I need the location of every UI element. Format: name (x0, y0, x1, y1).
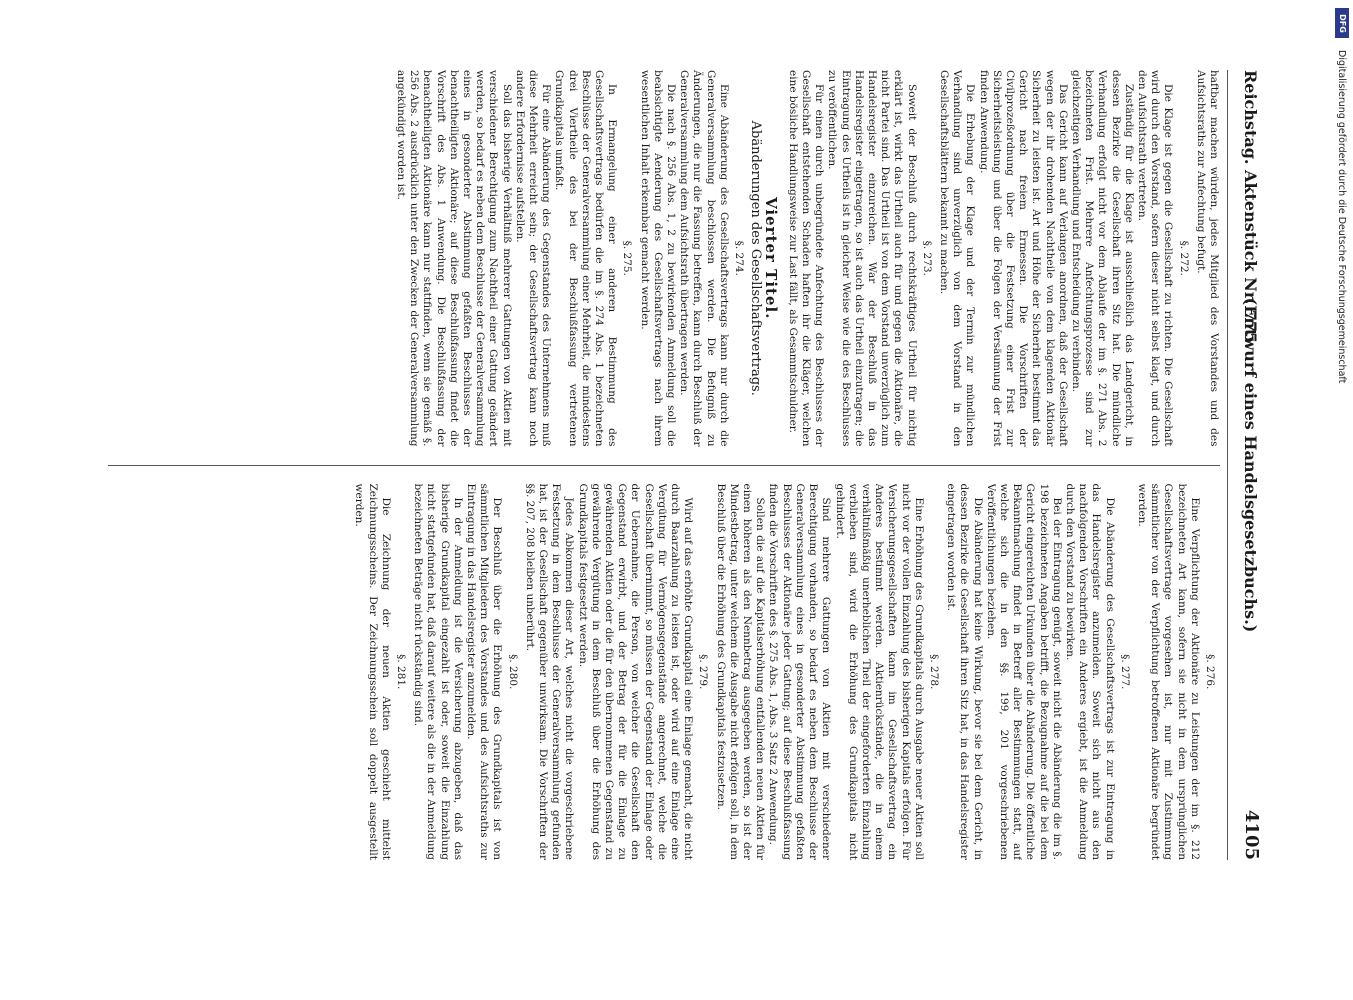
section-heading: §. 273. (920, 240, 933, 276)
section-heading: §. 278. (927, 654, 940, 690)
header-left: Reichstag. Aktenstück Nr. 775. (1241, 70, 1260, 349)
paragraph: Das Gericht kann auf Verlangen anordnen, daß der Gesellschaft wegen der ihr drohenden Nachtheile von dem klagenden Aktionär Sicherheit zu leisten ist. Art und Höhe der Sicherheit bestimmt das Gericht nach freiem Ermessen. Die Vorschriften der Civilprozeßordnung über die Festsetzung einer Frist zur Sicherheitsleistung und über die Folgen der Versäumung der Frist finden Anwendung. (977, 70, 1069, 447)
page-header (1227, 70, 1268, 860)
paragraph: haftbar machen würden, jedes Mitglied des Vorstandes und des Aufsichtsraths zur Anfechtung befugt. (1194, 70, 1220, 447)
section-heading: §. 274. (733, 240, 746, 276)
section-heading: §. 279. (697, 654, 710, 690)
paragraph: Eine Erhöhung des Grundkapitals durch Ausgabe neuer Aktien soll nicht vor der vollen Einzahlung des bisherigen Kapitals erfolgen. Für Versicherungsgesellschaften kann im Gesellschaftsvertrag ein Anderes bestimmt werden. Aktienrückstände, die in einem verhältnißmäßig unerheblichen Theil der eingeforderten Einzahlung verblieben sind, wird die Erhöhung des Grundkapitals nicht gehindert. (833, 483, 925, 860)
paragraph: Die Zeichnung der neuen Aktien geschieht mittelst Zeichnungsscheins. Der Zeichnungsschein soll doppelt ausgestellt werden. (353, 483, 392, 860)
paragraph: Soll das bisherige Verhältniß mehrerer Gattungen von Aktien mit verschiedener Berechtigung zum Nachtheil einer Gattung geändert werden, so bedarf es neben dem Beschlusse der Generalversammlung eines in gesonderter Abstimmung gefaßten Beschlusses der benachtheiligten Aktionäre; auf diese Beschlußfassung findet die Vorschrift des Abs. 1 Anwendung. Die Beschlußfassung der benachtheiligten Aktionäre kann nur stattfinden, wenn sie gemäß §. 256 Abs. 2 ausdrücklich unter den Zwecken der Generalversammlung angekündigt worden ist. (395, 70, 513, 447)
paragraph: Sollen die auf die Kapitalserhöhung entfallenden neuen Aktien für einen höheren als den Nennbetrag ausgegeben werden, so ist der Mindestbetrag, unter welchem die Ausgabe nicht erfolgen soll, in dem Beschluß über die Erhöhung des Grundkapitals festzusetzen. (714, 483, 767, 860)
credit-text: Digitalisierung gefördert durch die Deutsche Forschungsgemeinschaft (1336, 50, 1347, 384)
left-column (108, 70, 1220, 447)
dfg-logo: DFG (1335, 8, 1349, 38)
paragraph: In der Anmeldung ist die Versicherung abzugeben, daß das bisherige Grundkapital eingezahlt ist oder, soweit die Einzahlung nicht stattgefunden hat, daß darauf weitere als die in der Anmeldung bezeichneten Beträge nicht rückständig sind. (412, 483, 464, 860)
page-content (108, 70, 1268, 860)
right-column (108, 484, 1220, 861)
paragraph: Die Abänderung des Gesellschaftsvertrags ist zur Eintragung in das Handelsregister anzumelden. Soweit sich nicht aus den nachfolgenden Vorschriften ein Anderes ergiebt, ist die Anmeldung durch den Vorstand zu bewirken. (1063, 483, 1116, 860)
paragraph: Wird auf das erhöhte Grundkapital eine Einlage gemacht, die nicht durch Baarzahlung zu leisten ist, oder wird auf eine Einlage eine Vergütung für Vermögensgegenstände angerechnet, welche die Gesellschaft übernimmt, so müssen der Gegenstand der Einlage oder der Uebernahme, die Person, von welcher die Gesellschaft den Gegenstand erwirbt, und der Betrag der für die Einlage zu gewährenden Aktien oder die für den übernommenen Gegenstand zu gewährende Vergütung in dem Beschluß über die Erhöhung des Grundkapitals festgesetzt werden. (576, 483, 695, 860)
section-heading: §. 275. (621, 240, 634, 276)
section-heading: §. 281. (395, 654, 408, 690)
header-center: (Entwurf eines Handelsgesetzbuchs.) (1241, 297, 1260, 633)
paragraph: Die Abänderung hat keine Wirkung, bevor sie bei dem Gericht, in dessen Bezirke die Gesellschaft ihren Sitz hat, in das Handelsregister eingetragen worden ist. (945, 483, 984, 860)
paragraph: In Ermangelung einer anderen Bestimmung des Gesellschaftsvertrags bedürfen die im §. 274 Abs. 1 bezeichneten Beschlüsse der Generalversammlung einer Mehrheit, die mindestens drei Viertheile des bei der Beschlußfassung vertretenen Grundkapitals umfaßt. (553, 70, 619, 447)
paragraph: Die Erhebung der Klage und der Termin zur mündlichen Verhandlung sind unverzüglich von dem Vorstand in den Gesellschaftsblättern bekannt zu machen. (937, 70, 977, 447)
digitization-credit (1335, 10, 1347, 990)
chapter-subtitle: Abänderungen des Gesellschaftsvertrags. (748, 120, 764, 396)
column-divider (108, 465, 1220, 466)
section-heading: §. 280. (506, 654, 519, 690)
paragraph: Die Klage ist gegen die Gesellschaft zu richten. Die Gesellschaft wird durch den Vorstand, sofern dieser nicht selbst klagt, und durch den Aufsichtsrath vertreten. (1135, 70, 1175, 447)
paragraph: Bei der Eintragung genügt, soweit nicht die Abänderung die im §. 198 bezeichneten Angaben betrifft, die Bezugnahme auf die bei dem Gericht eingereichten Urkunden über die Abänderung. Die öffentliche Bekanntmachung findet in Betreff aller Bestimmungen statt, auf welche sich die in den §§. 199, 201 vorgeschriebenen Veröffentlichungen beziehen. (984, 483, 1063, 860)
paragraph: Eine Verpflichtung der Aktionäre zu Leistungen der im §. 212 bezeichneten Art kann, sofern sie nicht in dem ursprünglichen Gesellschaftsvertrage vorgesehen ist, nur mit Zustimmung sämmtlicher von der Verpflichtung betroffenen Aktionäre begründet werden. (1135, 483, 1201, 860)
section-heading: §. 277. (1118, 654, 1131, 690)
paragraph: Für einen durch unbegründete Anfechtung des Beschlusses der Gesellschaft entstehenden Schaden haften ihr die Kläger, welchen eine bösliche Handlungsweise zur Last fällt, als Gesammtschuldner. (786, 70, 826, 447)
section-heading: §. 272. (1177, 240, 1190, 276)
section-heading: §. 276. (1204, 654, 1216, 690)
paragraph: Eine Abänderung des Gesellschaftsvertrags kann nur durch die Generalversammlung beschlossen werden. Die Befugniß zu Änderungen, die nur die Fassung betreffen, kann durch Beschluß der Generalversammlung dem Aufsichtsrath übertragen werden. (678, 70, 730, 447)
paragraph: Der Beschluß über die Erhöhung des Grundkapitals ist von sämmtlichen Mitgliedern des Vorstandes und des Aufsichtsraths zur Eintragung in das Handelsregister anzumelden. (465, 483, 504, 860)
paragraph: Soweit der Beschluß durch rechtskräftiges Urtheil für nichtig erklärt ist, wirkt das Urtheil auch für und gegen die Aktionäre, die nicht Partei sind. Das Urtheil ist von dem Vorstand unverzüglich zum Handelsregister einzureichen. War der Beschluß in das Handelsregister eingetragen, so ist auch das Urtheil einzutragen; die Eintragung des Urtheils ist in gleicher Weise wie die des Beschlusses zu veröffentlichen. (826, 70, 918, 447)
paragraph: Für eine Abänderung des Gegenstandes des Unternehmens muß diese Mehrheit erreicht sein; der Gesellschaftsvertrag kann noch andere Erfordernisse aufstellen. (513, 70, 553, 447)
text-columns (108, 70, 1220, 860)
page-number: 4105 (1241, 809, 1262, 860)
paragraph: Jedes Abkommen dieser Art, welches nicht die vorgeschriebene Festsetzung in dem Beschlusse der Generalversammlung gefunden hat, ist der Gesellschaft gegenüber unwirksam. Die Vorschriften der §§. 207, 208 bleiben unberührt. (523, 483, 576, 860)
paragraph: Die nach §. 256 Abs. 1, 2 zu bewirkenden Anmeldung soll die beabsichtigte Aenderung des Gesellschaftsvertrags nach ihrem wesentlichen Inhalt erkennbar gemacht werden. (638, 70, 678, 447)
chapter-title: Vierter Titel. (762, 197, 781, 320)
paragraph: Sind mehrere Gattungen von Aktien mit verschiedener Berechtigung vorhanden, so bedarf es neben dem Beschlusse der Generalversammlung eines in gesonderter Abstimmung gefaßten Beschlusses der Aktionäre jeder Gattung; auf diese Beschlußfassung finden die Vorschriften des §. 275 Abs. 1, Abs. 3 Satz 2 Anwendung. (767, 483, 833, 860)
paragraph: Zuständig für die Klage ist ausschließlich das Landgericht, in dessen Bezirke die Gesellschaft ihren Sitz hat. Die mündliche Verhandlung erfolgt nicht vor dem Ablaufe der im §. 271 Abs. 2 bezeichneten Frist. Mehrere Anfechtungsprozesse sind zur gleichzeitigen Verhandlung und Entscheidung zu verbinden. (1069, 70, 1135, 447)
